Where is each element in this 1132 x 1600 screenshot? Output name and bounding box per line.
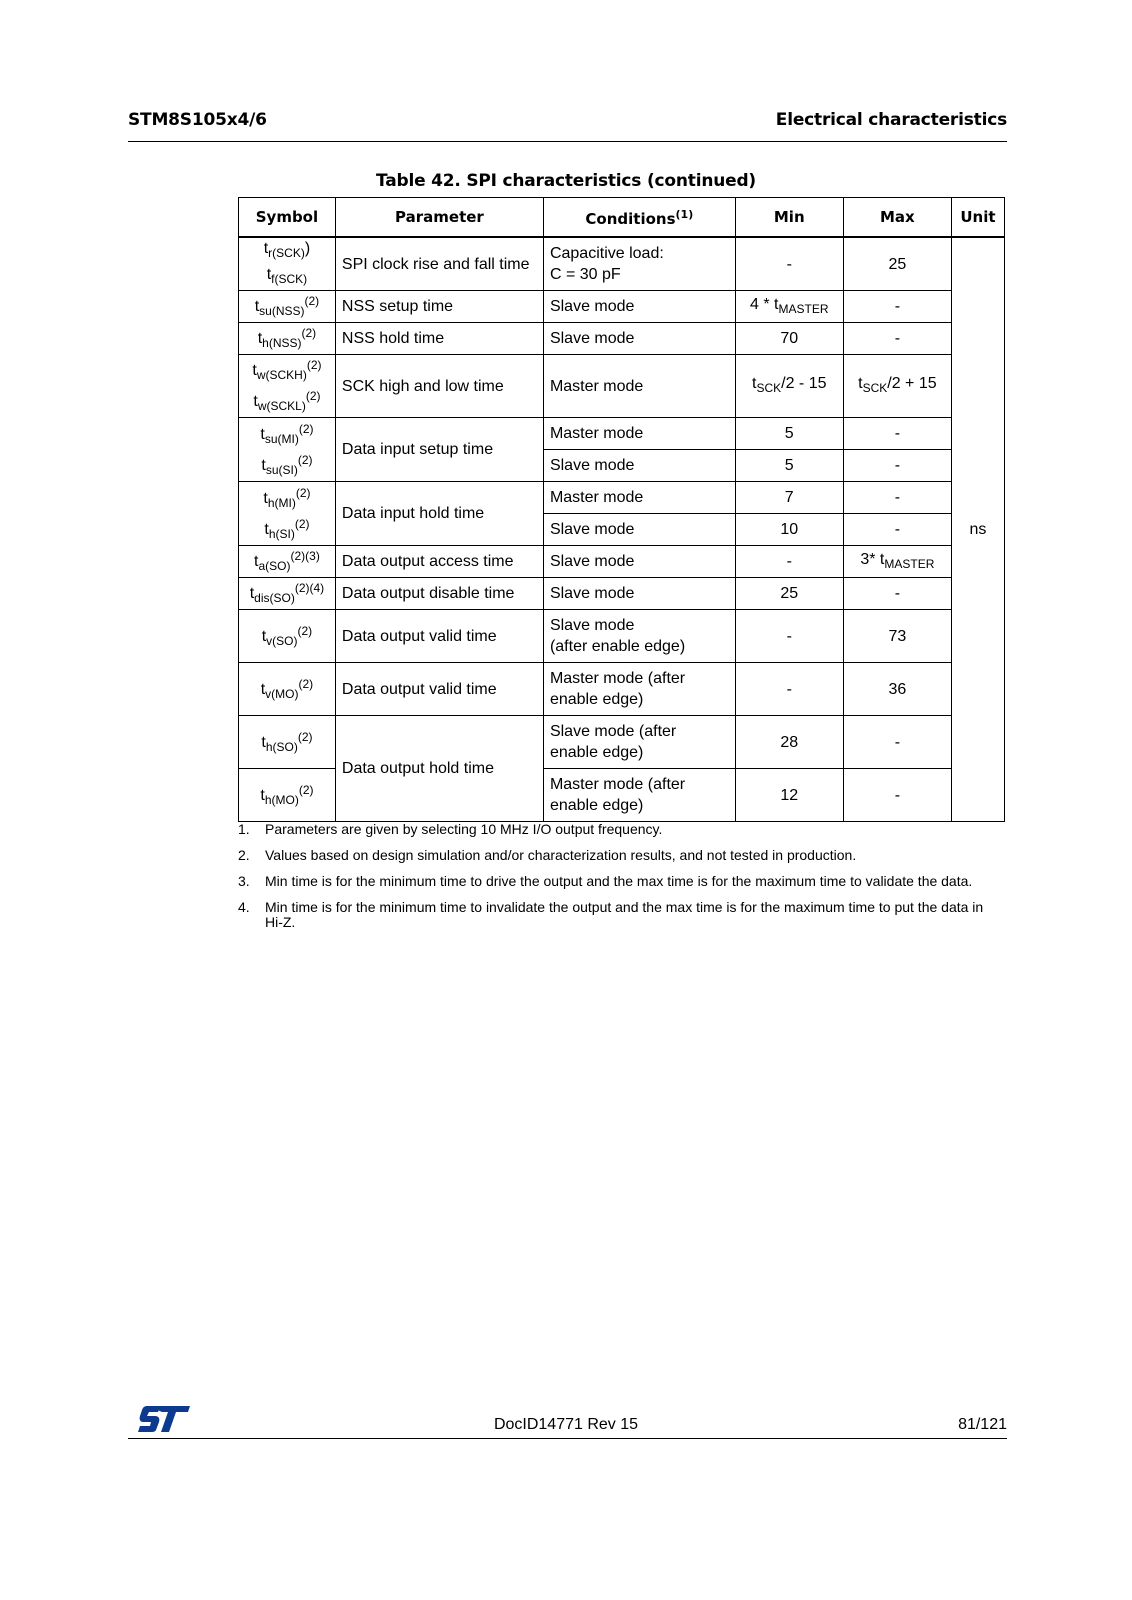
- table-header-row: [239, 198, 1005, 238]
- unit-cell: ns: [951, 237, 1004, 822]
- max-cell: $t_{SCK}/2 + 15$: [843, 355, 951, 418]
- max-cell: -: [843, 291, 951, 323]
- max-cell: 25: [843, 237, 951, 291]
- conditions-cell: Slave mode: [543, 514, 735, 546]
- min-cell: 10: [735, 514, 843, 546]
- max-cell: -: [843, 450, 951, 482]
- parameter-cell: SCK high and low time: [335, 355, 543, 418]
- max-cell: 36: [843, 663, 951, 716]
- parameter-cell: Data output access time: [335, 546, 543, 578]
- header-product: STM8S105x4/6: [128, 110, 267, 130]
- parameter-cell: Data output valid time: [335, 663, 543, 716]
- footnote: 3. Min time is for the minimum time to drive the output and the max time is for the maximum time to validate the data.: [238, 873, 973, 889]
- parameter-cell: Data output hold time: [335, 716, 543, 822]
- symbol-cell: $t_{h(MI)}^{(2)}$ $t_{h(SI)}^{(2)}$: [239, 482, 336, 546]
- symbol-cell: $t_{h(NSS)}^{(2)}$: [239, 323, 336, 355]
- min-cell: 7: [735, 482, 843, 514]
- conditions-cell: Slave mode (after enable edge): [543, 716, 735, 769]
- min-cell: 12: [735, 769, 843, 822]
- footnote: 1. Parameters are given by selecting 10 MHz I/O output frequency.: [238, 821, 663, 837]
- symbol-cell: $t_{su(MI)}^{(2)}$ $t_{su(SI)}^{(2)}$: [239, 418, 336, 482]
- symbol-cell: $t_{h(MO)}^{(2)}$: [239, 769, 336, 822]
- conditions-cell: Slave mode (after enable edge): [543, 610, 735, 663]
- table-row: [239, 323, 1005, 355]
- col-min: Min: [735, 198, 843, 238]
- max-cell: -: [843, 769, 951, 822]
- col-conditions: Conditions$^{(1)}$: [543, 198, 735, 238]
- min-cell: 5: [735, 418, 843, 450]
- min-cell: -: [735, 663, 843, 716]
- conditions-cell: Capacitive load: C = 30 pF: [543, 237, 735, 291]
- min-cell: -: [735, 546, 843, 578]
- max-cell: -: [843, 482, 951, 514]
- symbol-cell: $t_{v(SO)}^{(2)}$: [239, 610, 336, 663]
- table-row: [239, 663, 1005, 716]
- table-row: [239, 716, 1005, 769]
- min-cell: 5: [735, 450, 843, 482]
- parameter-cell: Data output disable time: [335, 578, 543, 610]
- parameter-cell: NSS hold time: [335, 323, 543, 355]
- min-cell: $t_{SCK}/2 - 15$: [735, 355, 843, 418]
- conditions-cell: Master mode: [543, 355, 735, 418]
- table-row: [239, 355, 1005, 418]
- symbol-cell: $t_{w(SCKH)}^{(2)}$ $t_{w(SCKL)}^{(2)}$: [239, 355, 336, 418]
- parameter-cell: NSS setup time: [335, 291, 543, 323]
- conditions-cell: Slave mode: [543, 291, 735, 323]
- table-row: [239, 418, 1005, 450]
- table-row: [239, 237, 1005, 291]
- parameter-cell: Data input hold time: [335, 482, 543, 546]
- min-cell: $4 * t_{MASTER}$: [735, 291, 843, 323]
- conditions-cell: Master mode: [543, 482, 735, 514]
- parameter-cell: Data input setup time: [335, 418, 543, 482]
- symbol-cell: $t_{a(SO)}^{(2)(3)}$: [239, 546, 336, 578]
- col-unit: Unit: [951, 198, 1004, 238]
- header-section: Electrical characteristics: [775, 110, 1007, 130]
- symbol-cell: $t_{h(SO)}^{(2)}$: [239, 716, 336, 769]
- table-row: [239, 291, 1005, 323]
- min-cell: -: [735, 610, 843, 663]
- max-cell: -: [843, 716, 951, 769]
- footnote: 2. Values based on design simulation and/or characterization results, and not tested in production.: [238, 847, 857, 863]
- max-cell: -: [843, 514, 951, 546]
- parameter-cell: SPI clock rise and fall time: [335, 237, 543, 291]
- symbol-cell: $t_{r(SCK)}$) $t_{f(SCK)}$: [239, 237, 336, 291]
- min-cell: 28: [735, 716, 843, 769]
- col-parameter: Parameter: [335, 198, 543, 238]
- table-row: [239, 578, 1005, 610]
- table-footnotes: [238, 822, 998, 941]
- table-row: [239, 546, 1005, 578]
- conditions-cell: Master mode: [543, 418, 735, 450]
- document-id: DocID14771 Rev 15: [493, 1416, 639, 1433]
- spi-characteristics-table: [238, 197, 1005, 822]
- min-cell: 25: [735, 578, 843, 610]
- conditions-cell: Slave mode: [543, 450, 735, 482]
- parameter-cell: Data output valid time: [335, 610, 543, 663]
- footer-divider: [128, 1438, 1007, 1439]
- min-cell: 70: [735, 323, 843, 355]
- symbol-cell: $t_{su(NSS)}^{(2)}$: [239, 291, 336, 323]
- col-max: Max: [843, 198, 951, 238]
- symbol-cell: $t_{dis(SO)}^{(2)(4)}$: [239, 578, 336, 610]
- max-cell: 73: [843, 610, 951, 663]
- max-cell: -: [843, 323, 951, 355]
- conditions-cell: Slave mode: [543, 578, 735, 610]
- col-symbol: Symbol: [239, 198, 336, 238]
- footnote: 4. Min time is for the minimum time to invalidate the output and the max time is for the maximum time to put the data in Hi-Z.: [238, 899, 984, 930]
- table-row: [239, 482, 1005, 514]
- conditions-cell: Master mode (after enable edge): [543, 663, 735, 716]
- conditions-cell: Slave mode: [543, 323, 735, 355]
- conditions-cell: Slave mode: [543, 546, 735, 578]
- conditions-cell: Master mode (after enable edge): [543, 769, 735, 822]
- max-cell: -: [843, 418, 951, 450]
- table-row: [239, 610, 1005, 663]
- max-cell: 3* $t_{MASTER}$: [843, 546, 951, 578]
- conditions-footnote-ref: (1): [675, 208, 694, 221]
- page-number: 81/121: [958, 1416, 1007, 1433]
- header-divider: [128, 141, 1007, 142]
- symbol-cell: $t_{v(MO)}^{(2)}$: [239, 663, 336, 716]
- table-title: Table 42. SPI characteristics (continued): [376, 171, 756, 191]
- max-cell: -: [843, 578, 951, 610]
- min-cell: -: [735, 237, 843, 291]
